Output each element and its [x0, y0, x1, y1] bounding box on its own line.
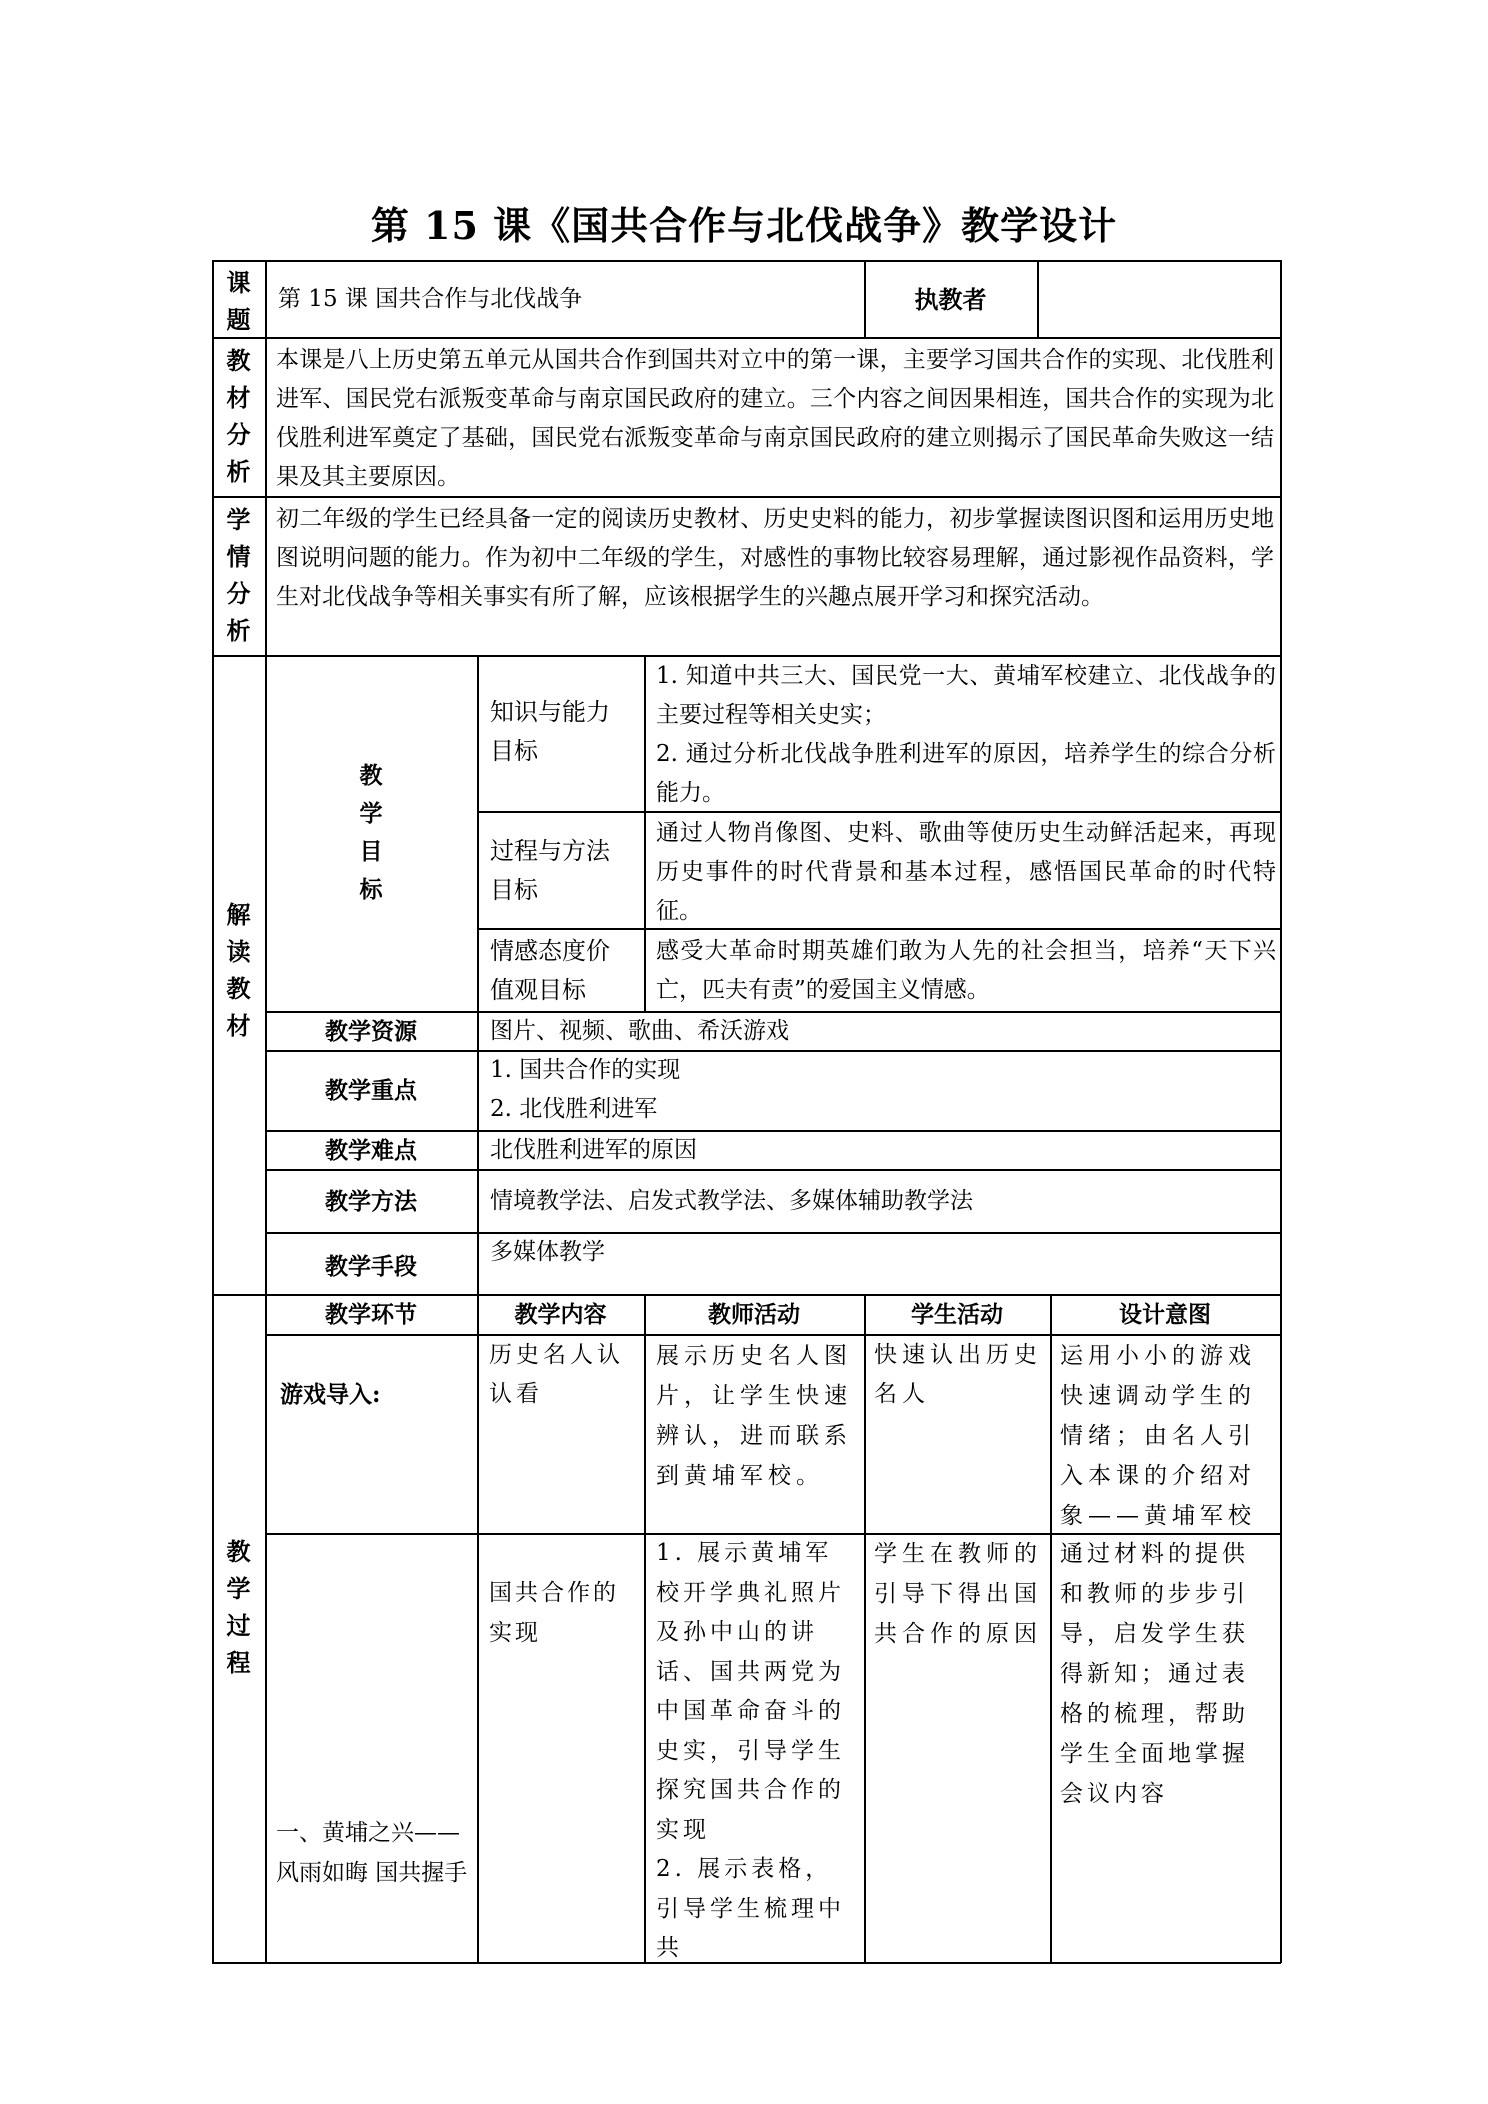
process-header-teacher: 教师活动 — [708, 1301, 800, 1328]
col-divider — [864, 1294, 866, 1963]
difficulty-label: 教学难点 — [325, 1137, 417, 1164]
process-stage-intro: 游戏导入: — [280, 1381, 381, 1408]
methods-label: 教学方法 — [325, 1188, 417, 1215]
material-analysis-label: 教 材 分 析 — [226, 346, 251, 486]
difficulty-text: 北伐胜利进军的原因 — [490, 1137, 697, 1163]
process-intent-intro: 运用小小的游戏快速调动学生的情绪；由名人引入本课的介绍对象——黄埔军校 — [1060, 1343, 1256, 1529]
goal-name-knowledge: 知识与能力 目标 — [490, 698, 610, 765]
col-divider — [644, 1294, 646, 1963]
process-label: 教 学 过 程 — [226, 1537, 251, 1677]
key-points-text: 1. 国共合作的实现 2. 北伐胜利进军 — [490, 1057, 681, 1122]
col-divider — [477, 655, 479, 1295]
process-stage-section1: 一、黄埔之兴——风雨如晦 国共握手 — [276, 1820, 468, 1886]
process-header-stage: 教学环节 — [325, 1301, 417, 1328]
process-teacher-intro: 展示历史名人图片，让学生快速辨认，进而联系到黄埔军校。 — [656, 1343, 852, 1489]
goal-text-knowledge: 1. 知道中共三大、国民党一大、黄埔军校建立、北伐战争的主要过程等相关史实； 2. 通过分析北伐战争胜利进军的原因，培养学生的综合分析能力。 — [656, 663, 1276, 806]
goal-name-process: 过程与方法 目标 — [490, 837, 610, 904]
process-intent-section1: 通过材料的提供和教师的步步引导，启发学生获得新知；通过表格的梳理，帮助学生全面地掌握会议内容 — [1060, 1541, 1249, 1807]
process-student-section1: 学生在教师的引导下得出国共合作的原因 — [874, 1541, 1042, 1647]
col-divider — [1050, 1294, 1052, 1963]
process-student-intro: 快速认出历史名人 — [874, 1342, 1042, 1407]
col-divider — [477, 1294, 479, 1963]
resources-text: 图片、视频、歌曲、希沃游戏 — [490, 1018, 789, 1044]
lesson-topic: 第 15 课 国共合作与北伐战争 — [278, 286, 583, 312]
process-content-section1: 国共合作的实现 — [489, 1580, 619, 1646]
process-header-intent: 设计意图 — [1119, 1301, 1211, 1328]
table-border-right — [1280, 260, 1282, 1963]
methods-text: 情境教学法、启发式教学法、多媒体辅助教学法 — [490, 1188, 973, 1214]
process-content-intro: 历史名人认认看 — [489, 1342, 624, 1407]
table-border-top — [212, 260, 1281, 262]
goal-text-emotion: 感受大革命时期英雄们敢为人先的社会担当，培养“天下兴亡，匹夫有责”的爱国主义情感。 — [656, 938, 1276, 1003]
header-label: 课 题 — [226, 268, 251, 334]
student-analysis-text: 初二年级的学生已经具备一定的阅读历史教材、历史史料的能力，初步掌握读图识图和运用历史地图说明问题的能力。作为初中二年级的学生，对感性的事物比较容易理解，通过影视作品资料，学生对北伐战争等相关事实有所了解，应该根据学生的兴趣点展开学习和探究活动。 — [276, 506, 1274, 610]
process-header-content: 教学内容 — [514, 1301, 607, 1328]
teacher-label: 执教者 — [914, 285, 987, 314]
process-teacher-section1: 1. 展示黄埔军校开学典礼照片及孙中山的讲话、国共两党为中国革命奋斗的史实，引导学生探究国共合作的实现 2. 展示表格，引导学生梳理中共 — [656, 1540, 845, 1961]
means-label: 教学手段 — [325, 1253, 417, 1280]
interpret-label: 解 读 教 材 — [226, 900, 251, 1040]
key-points-label: 教学重点 — [325, 1077, 417, 1104]
means-text: 多媒体教学 — [490, 1239, 605, 1265]
process-header-student: 学生活动 — [911, 1301, 1003, 1328]
goal-name-emotion: 情感态度价 值观目标 — [490, 937, 610, 1004]
label-column-divider — [265, 260, 267, 1963]
goal-text-process: 通过人物肖像图、史料、歌曲等使历史生动鲜活起来，再现历史事件的时代背景和基本过程，感悟国民革命的时代特征。 — [656, 820, 1276, 924]
material-analysis-text: 本课是八上历史第五单元从国共合作到国共对立中的第一课，主要学习国共合作的实现、北伐胜利进军、国民党右派叛变革命与南京国民政府的建立。三个内容之间因果相连，国共合作的实现为北伐胜利进军奠定了基础，国民党右派叛变革命与南京国民政府的建立则揭示了国民革命失败这一结果及其主要原因。 — [276, 347, 1274, 490]
col-divider — [644, 655, 646, 1011]
student-analysis-label: 学 情 分 析 — [226, 505, 251, 645]
row-divider — [212, 337, 1281, 339]
resources-label: 教学资源 — [325, 1018, 417, 1045]
col-divider — [1037, 260, 1039, 338]
page-title: 第 15 课《国共合作与北伐战争》教学设计 — [370, 203, 1118, 248]
teaching-goals-label: 教 学 目 标 — [359, 762, 383, 903]
